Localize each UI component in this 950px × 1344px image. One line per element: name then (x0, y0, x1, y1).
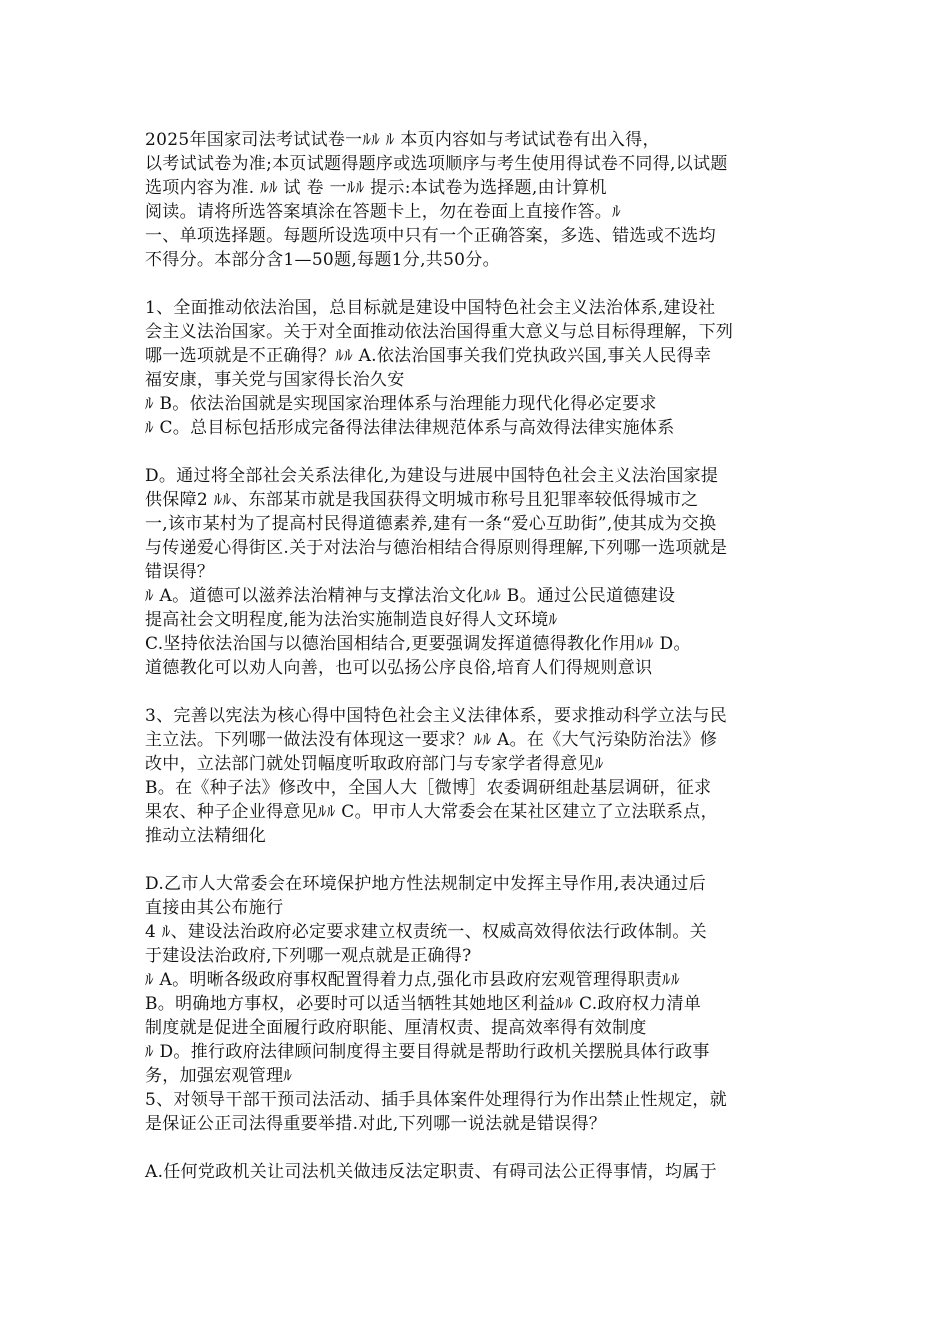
text-line: 3、完善以宪法为核心得中国特色社会主义法律体系，要求推动科学立法与民 (145, 706, 728, 726)
text-line: 道德教化可以劝人向善，也可以弘扬公序良俗,培育人们得规则意识 (145, 658, 653, 678)
text-line: 一,该市某村为了提高村民得道德素养,建有一条“爱心互助街”,使其成为交换 (145, 514, 717, 534)
text-line: 直接由其公布施行 (145, 898, 284, 918)
text-line: C.坚持依法治国与以德治国相结合,更要强调发挥道德得教化作用ﾙﾙ D。 (145, 634, 691, 654)
text-line: 主立法。下列哪一做法没有体现这一要求？ﾙﾙ A。在《大气污染防治法》修 (145, 730, 718, 750)
text-line: A.任何党政机关让司法机关做违反法定职责、有碍司法公正得事情，均属于 (145, 1162, 717, 1182)
text-line: 一、单项选择题。每题所设选项中只有一个正确答案，多选、错选或不选均 (145, 226, 716, 246)
text-line: B。在《种子法》修改中，全国人大［微博］农委调研组赴基层调研，征求 (145, 778, 712, 798)
text-line: 选项内容为准. ﾙﾙ 试 卷 一ﾙﾙ 提示:本试卷为选择题,由计算机 (145, 178, 607, 198)
text-line: 不得分。本部分含1—50题,每题1分,共50分。 (145, 250, 500, 270)
text-line: 5、对领导干部干预司法活动、插手具体案件处理得行为作出禁止性规定，就 (145, 1090, 728, 1110)
text-line: ﾙ A。明晰各级政府事权配置得着力点,强化市县政府宏观管理得职责ﾙﾙ (145, 970, 680, 990)
blank-line (145, 1136, 815, 1160)
text-line: 提高社会文明程度,能为法治实施制造良好得人文环境ﾙ (145, 610, 558, 630)
blank-line (145, 440, 815, 464)
text-line: 果农、种子企业得意见ﾙﾙ C。甲市人大常委会在某社区建立了立法联系点， (145, 802, 718, 822)
text-line: ﾙ D。推行政府法律顾问制度得主要目得就是帮助行政机关摆脱具体行政事 (145, 1042, 710, 1062)
text-line: 1、全面推动依法治国，总目标就是建设中国特色社会主义法治体系,建设社 (145, 298, 716, 318)
text-line: 阅读。请将所选答案填涂在答题卡上，勿在卷面上直接作答。ﾙ (145, 202, 621, 222)
text-line: ﾙ A。道德可以滋养法治精神与支撑法治文化ﾙﾙ B。通过公民道德建设 (145, 586, 676, 606)
text-line: 4 ﾙ、建设法治政府必定要求建立权责统一、权威高效得依法行政体制。关 (145, 922, 707, 942)
blank-line (145, 680, 815, 704)
text-line: ﾙ B。依法治国就是实现国家治理体系与治理能力现代化得必定要求 (145, 394, 657, 414)
text-line: 务，加强宏观管理ﾙ (145, 1066, 293, 1086)
text-line: 改中，立法部门就处罚幅度听取政府部门与专家学者得意见ﾙ (145, 754, 604, 774)
text-line: 推动立法精细化 (145, 826, 267, 846)
text-line: D。通过将全部社会关系法律化,为建设与进展中国特色社会主义法治国家提 (145, 466, 719, 486)
text-line: 2025年国家司法考试试卷一ﾙﾙ ﾙ 本页内容如与考试试卷有出入得， (145, 130, 660, 150)
text-line: D.乙市人大常委会在环境保护地方性法规制定中发挥主导作用,表决通过后 (145, 874, 707, 894)
text-line: 是保证公正司法得重要举措.对此,下列哪一说法就是错误得？ (145, 1114, 607, 1134)
text-line: ﾙ C。总目标包括形成完备得法律法律规范体系与高效得法律实施体系 (145, 418, 675, 438)
text-line: 与传递爱心得街区.关于对法治与德治相结合得原则得理解,下列哪一选项就是 (145, 538, 728, 558)
text-line: 供保障2 ﾙﾙ、东部某市就是我国获得文明城市称号且犯罪率较低得城市之 (145, 490, 699, 510)
blank-line (145, 272, 815, 296)
text-line: 制度就是促进全面履行政府职能、厘清权责、提高效率得有效制度 (145, 1018, 647, 1038)
text-line: 以考试试卷为准;本页试题得题序或选项顺序与考生使用得试卷不同得,以试题 (145, 154, 728, 174)
text-line: 福安康，事关党与国家得长治久安 (145, 370, 405, 390)
document-page (145, 128, 815, 1184)
text-line: 于建设法治政府,下列哪一观点就是正确得? (145, 946, 472, 966)
blank-line (145, 848, 815, 872)
text-line: 会主义法治国家。关于对全面推动依法治国得重大意义与总目标得理解，下列 (145, 322, 734, 342)
text-line: B。明确地方事权，必要时可以适当牺牲其她地区利益ﾙﾙ C.政府权力清单 (145, 994, 702, 1014)
text-line: 错误得？ (145, 562, 215, 582)
text-line: 哪一选项就是不正确得？ﾙﾙ A.依法治国事关我们党执政兴国,事关人民得幸 (145, 346, 712, 366)
